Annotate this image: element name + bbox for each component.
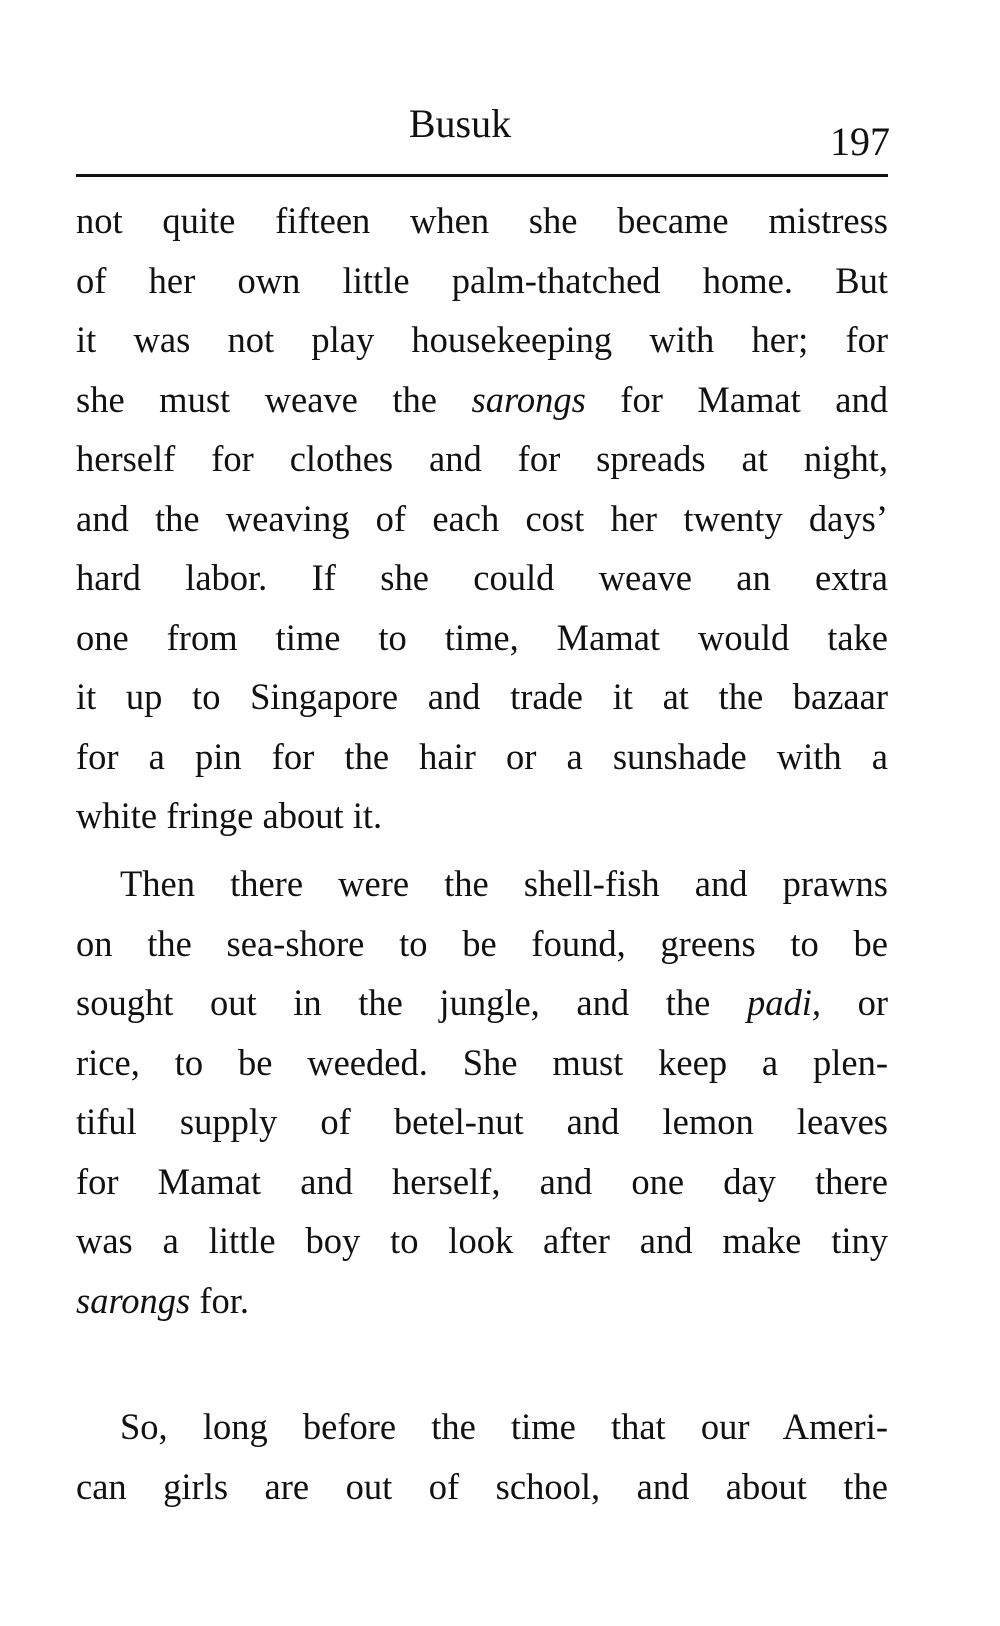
header-rule: [76, 174, 888, 177]
text-line: white fringe about it.: [76, 795, 383, 836]
text-line: for Mamat and herself, and one day there: [76, 1160, 888, 1202]
text-line: sarongs for.: [76, 1279, 250, 1321]
text-line: sought out in the jungle, and the padi, or: [76, 982, 888, 1023]
text-line: on the sea-shore to be found, greens to be: [76, 922, 888, 964]
text-line: tiful supply of betel-nut and lemon leaves: [76, 1101, 888, 1142]
italic-term: sarongs: [471, 378, 586, 420]
text-line: herself for clothes and for spreads at night,: [76, 438, 888, 479]
paragraph-2: [76, 854, 888, 1330]
text-line: can girls are out of school, and about the: [76, 1465, 888, 1507]
running-title: Busuk: [408, 101, 512, 146]
text-line: she must weave the sarongs for Mamat and: [76, 378, 888, 420]
paragraph-1: [76, 191, 888, 846]
text-line: it up to Singapore and trade it at the bazaar: [76, 676, 888, 717]
text-line: So, long before the time that our Ameri-: [120, 1406, 888, 1447]
paragraph-3: [76, 1397, 888, 1516]
text-line: of her own little palm-thatched home. But: [76, 259, 888, 301]
text-line: not quite fifteen when she became mistress: [76, 200, 888, 241]
text-line: for a pin for the hair or a sunshade with a: [76, 735, 888, 777]
text-line: Then there were the shell-fish and prawns: [120, 863, 888, 904]
text-line: rice, to be weeded. She must keep a plen-: [76, 1041, 888, 1083]
page-number: 197: [830, 119, 890, 164]
text-line: and the weaving of each cost her twenty days’: [76, 497, 888, 539]
italic-term: padi,: [746, 982, 821, 1023]
text-line: one from time to time, Mamat would take: [76, 616, 888, 658]
text-line: hard labor. If she could weave an extra: [76, 557, 888, 598]
italic-term: sarongs: [76, 1279, 191, 1321]
text-line: it was not play housekeeping with her; for: [76, 319, 888, 360]
text-line: was a little boy to look after and make tiny: [76, 1220, 888, 1261]
